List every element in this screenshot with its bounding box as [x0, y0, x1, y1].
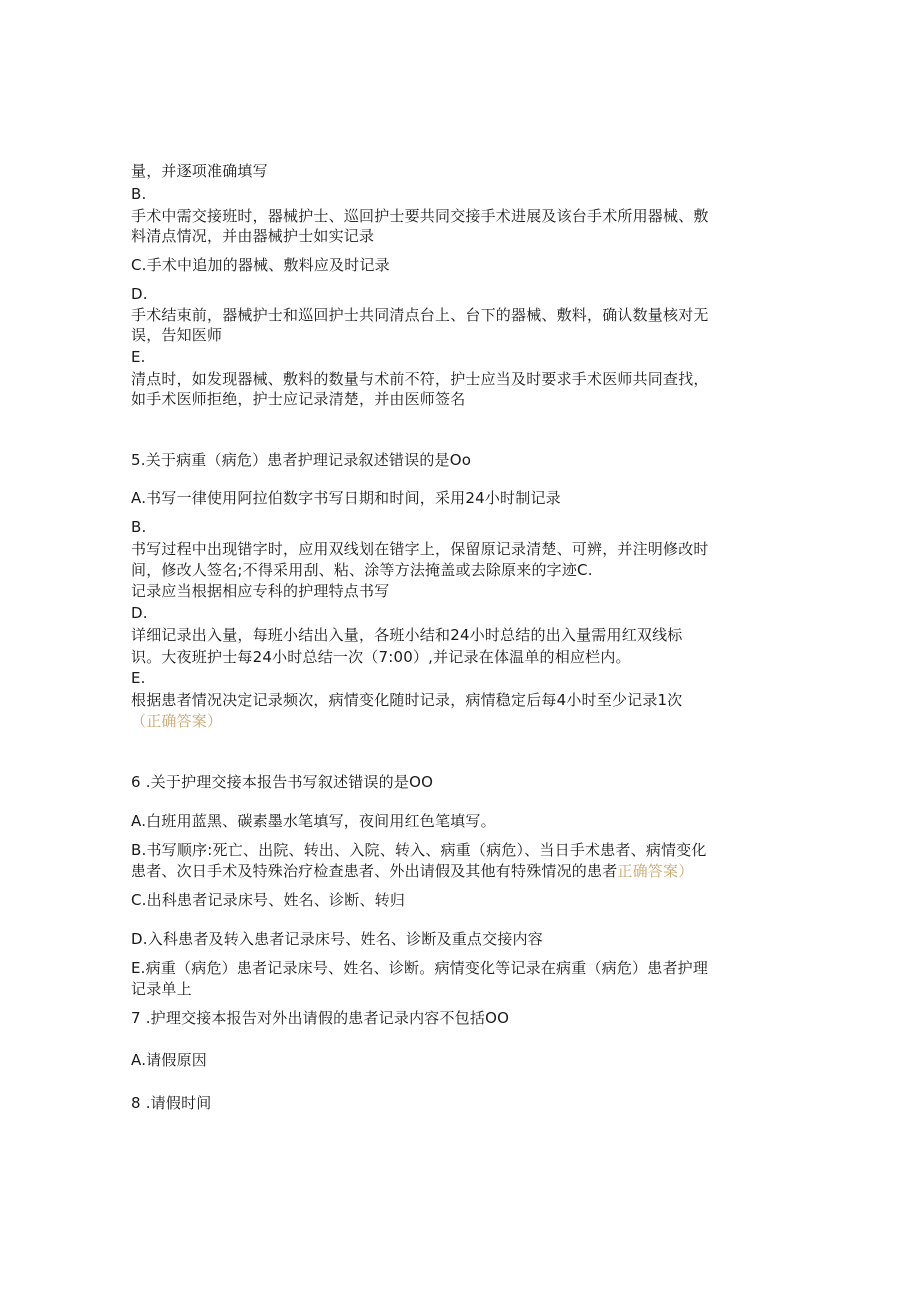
- q4-option-e-line1: 清点时，如发现器械、敷料的数量与术前不符，护士应当及时要求手术医师共同查找，: [131, 370, 709, 388]
- q4-option-b-line1: 手术中需交接班时，器械护士、巡回护士要共同交接手术进展及该台手术所用器械、敷: [131, 207, 709, 225]
- q6-option-a: A.白班用蓝黑、碳素墨水笔填写，夜间用红色笔填写。: [131, 812, 496, 830]
- q5-option-b-label: B.: [131, 518, 147, 536]
- q4-option-d-line2: 误，告知医师: [131, 326, 223, 344]
- q6-option-c: C.出科患者记录床号、姓名、诊断、转归: [131, 891, 406, 909]
- q5-option-d-line1: 详细记录出入量，每班小结出入量，各班小结和24小时总结的出入量需用红双线标: [131, 626, 683, 644]
- q5-option-e-label: E.: [131, 669, 146, 687]
- q6-option-b-line2-text: 患者、次日手术及特殊治疗检查患者、外出请假及其他有特殊情况的患者: [131, 862, 618, 880]
- q4-option-b-label: B.: [131, 185, 147, 203]
- q6-option-b-line2: [131, 861, 693, 881]
- q4-option-b-line2: 料清点情况，并由器械护士如实记录: [131, 227, 375, 245]
- q6-option-e-line1: E.病重（病危）患者记录床号、姓名、诊断。病情变化等记录在病重（病危）患者护理: [131, 959, 709, 977]
- q7-question: 7 .护理交接本报告对外出请假的患者记录内容不包括OO: [131, 1009, 510, 1027]
- q6-option-d: D.入科患者及转入患者记录床号、姓名、诊断及重点交接内容: [131, 930, 543, 948]
- q5-option-b-line2: 间，修改人签名;不得采用刮、粘、涂等方法掩盖或去除原来的字迹C.: [131, 561, 593, 579]
- q5-option-a: A.书写一律使用阿拉伯数字书写日期和时间，采用24小时制记录: [131, 489, 561, 507]
- q5-question: 5.关于病重（病危）患者护理记录叙述错误的是Oo: [131, 451, 472, 469]
- q4-option-a-continuation: 量，并逐项准确填写: [131, 162, 268, 180]
- q4-option-d-line1: 手术结束前，器械护士和巡回护士共同清点台上、台下的器械、敷料，确认数量核对无: [131, 306, 709, 324]
- q5-correct-answer-mark: （正确答案）: [131, 712, 223, 730]
- q6-option-b-line1: B.书写顺序:死亡、出院、转出、入院、转入、病重（病危）、当日手术患者、病情变化: [131, 841, 707, 859]
- q8-line: 8 .请假时间: [131, 1094, 212, 1112]
- q4-option-c: C.手术中追加的器械、敷料应及时记录: [131, 256, 390, 274]
- q4-option-e-line2: 如手术医师拒绝，护士应记录清楚，并由医师签名: [131, 390, 466, 408]
- q4-option-d-label: D.: [131, 285, 148, 303]
- q5-option-b-line1: 书写过程中出现错字时，应用双线划在错字上，保留原记录清楚、可辨，并注明修改时: [131, 540, 709, 558]
- q5-option-d-line2: 识。大夜班护士每24小时总结一次（7:00）,并记录在体温单的相应栏内。: [131, 648, 631, 666]
- q6-option-e-line2: 记录单上: [131, 980, 192, 998]
- q4-option-e-label: E.: [131, 348, 146, 366]
- q5-option-c: 记录应当根据相应专科的护理特点书写: [131, 582, 390, 600]
- q5-option-d-label: D.: [131, 604, 148, 622]
- q5-option-e-line1: 根据患者情况决定记录频次，病情变化随时记录，病情稳定后每4小时至少记录1次: [131, 691, 683, 709]
- q7-option-a: A.请假原因: [131, 1051, 207, 1069]
- q6-correct-answer-mark: 正确答案）: [617, 862, 694, 880]
- q6-question: 6 .关于护理交接本报告书写叙述错误的是OO: [131, 773, 434, 791]
